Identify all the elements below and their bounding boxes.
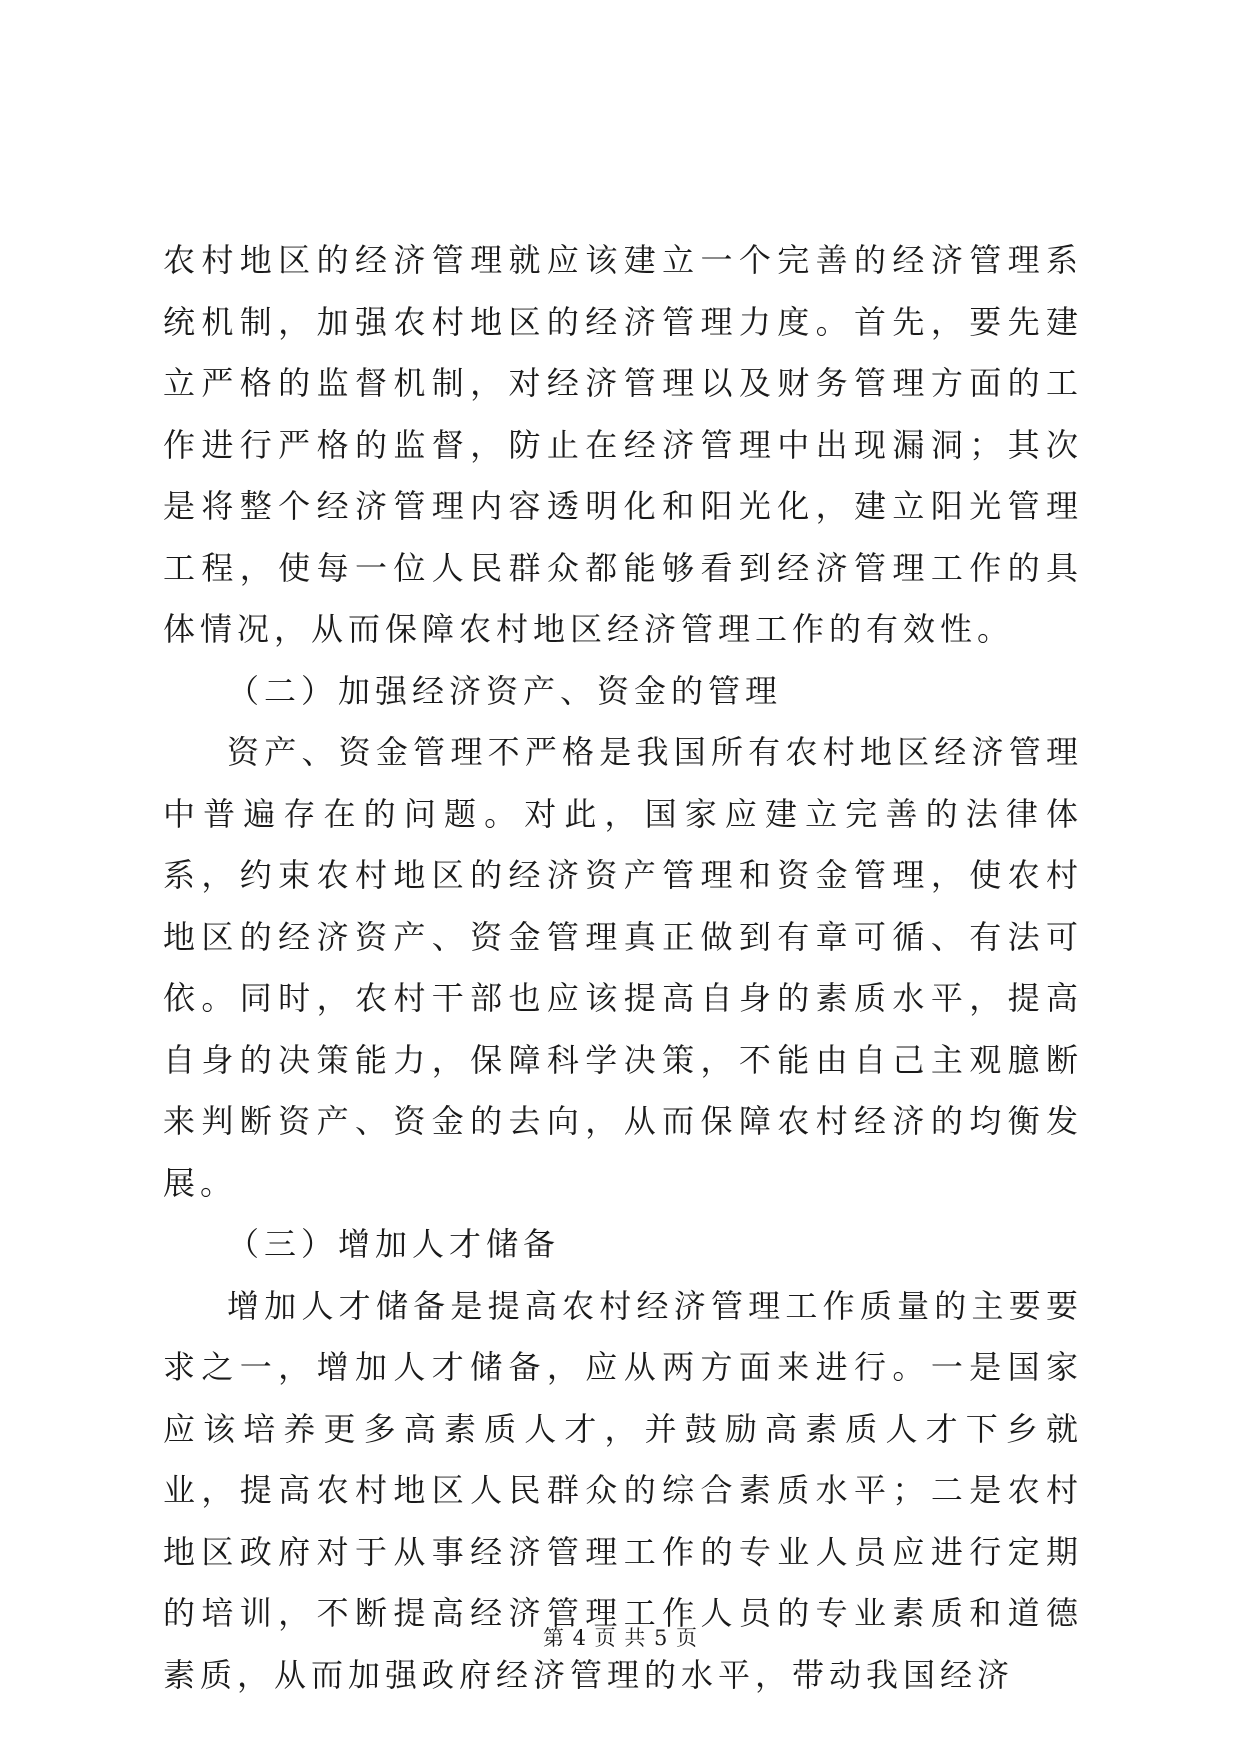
document-body	[163, 230, 1083, 1706]
paragraph-asset-fund-management: 资产、资金管理不严格是我国所有农村地区经济管理中普遍存在的问题。对此，国家应建立完善的法律体系，约束农村地区的经济资产管理和资金管理，使农村地区的经济资产、资金管理真正做到有章可循、有法可依。同时，农村干部也应该提高自身的素质水平，提高自身的决策能力，保障科学决策，不能由自己主观臆断来判断资产、资金的去向，从而保障农村经济的均衡发展。	[163, 733, 1083, 1202]
page-number-footer: 第 4 页 共 5 页	[542, 1626, 699, 1650]
paragraph-talent-reserve: 增加人才储备是提高农村经济管理工作质量的主要要求之一，增加人才储备，应从两方面来进行。一是国家应该培养更多高素质人才，并鼓励高素质人才下乡就业，提高农村地区人民群众的综合素质水平；二是农村地区政府对于从事经济管理工作的专业人员应进行定期的培训，不断提高经济管理工作人员的专业素质和道德素质，从而加强政府经济管理的水平，带动我国经济	[163, 1286, 1083, 1694]
section-heading-talent-reserve: （三）增加人才储备	[227, 1225, 561, 1263]
section-heading-asset-fund-management: （二）加强经济资产、资金的管理	[227, 671, 783, 710]
paragraph-economic-management-system: 农村地区的经济管理就应该建立一个完善的经济管理系统机制，加强农村地区的经济管理力度。首先，要先建立严格的监督机制，对经济管理以及财务管理方面的工作进行严格的监督，防止在经济管理中出现漏洞；其次是将整个经济管理内容透明化和阳光化，建立阳光管理工程，使每一位人民群众都能够看到经济管理工作的具体情况，从而保障农村地区经济管理工作的有效性。	[163, 241, 1083, 648]
